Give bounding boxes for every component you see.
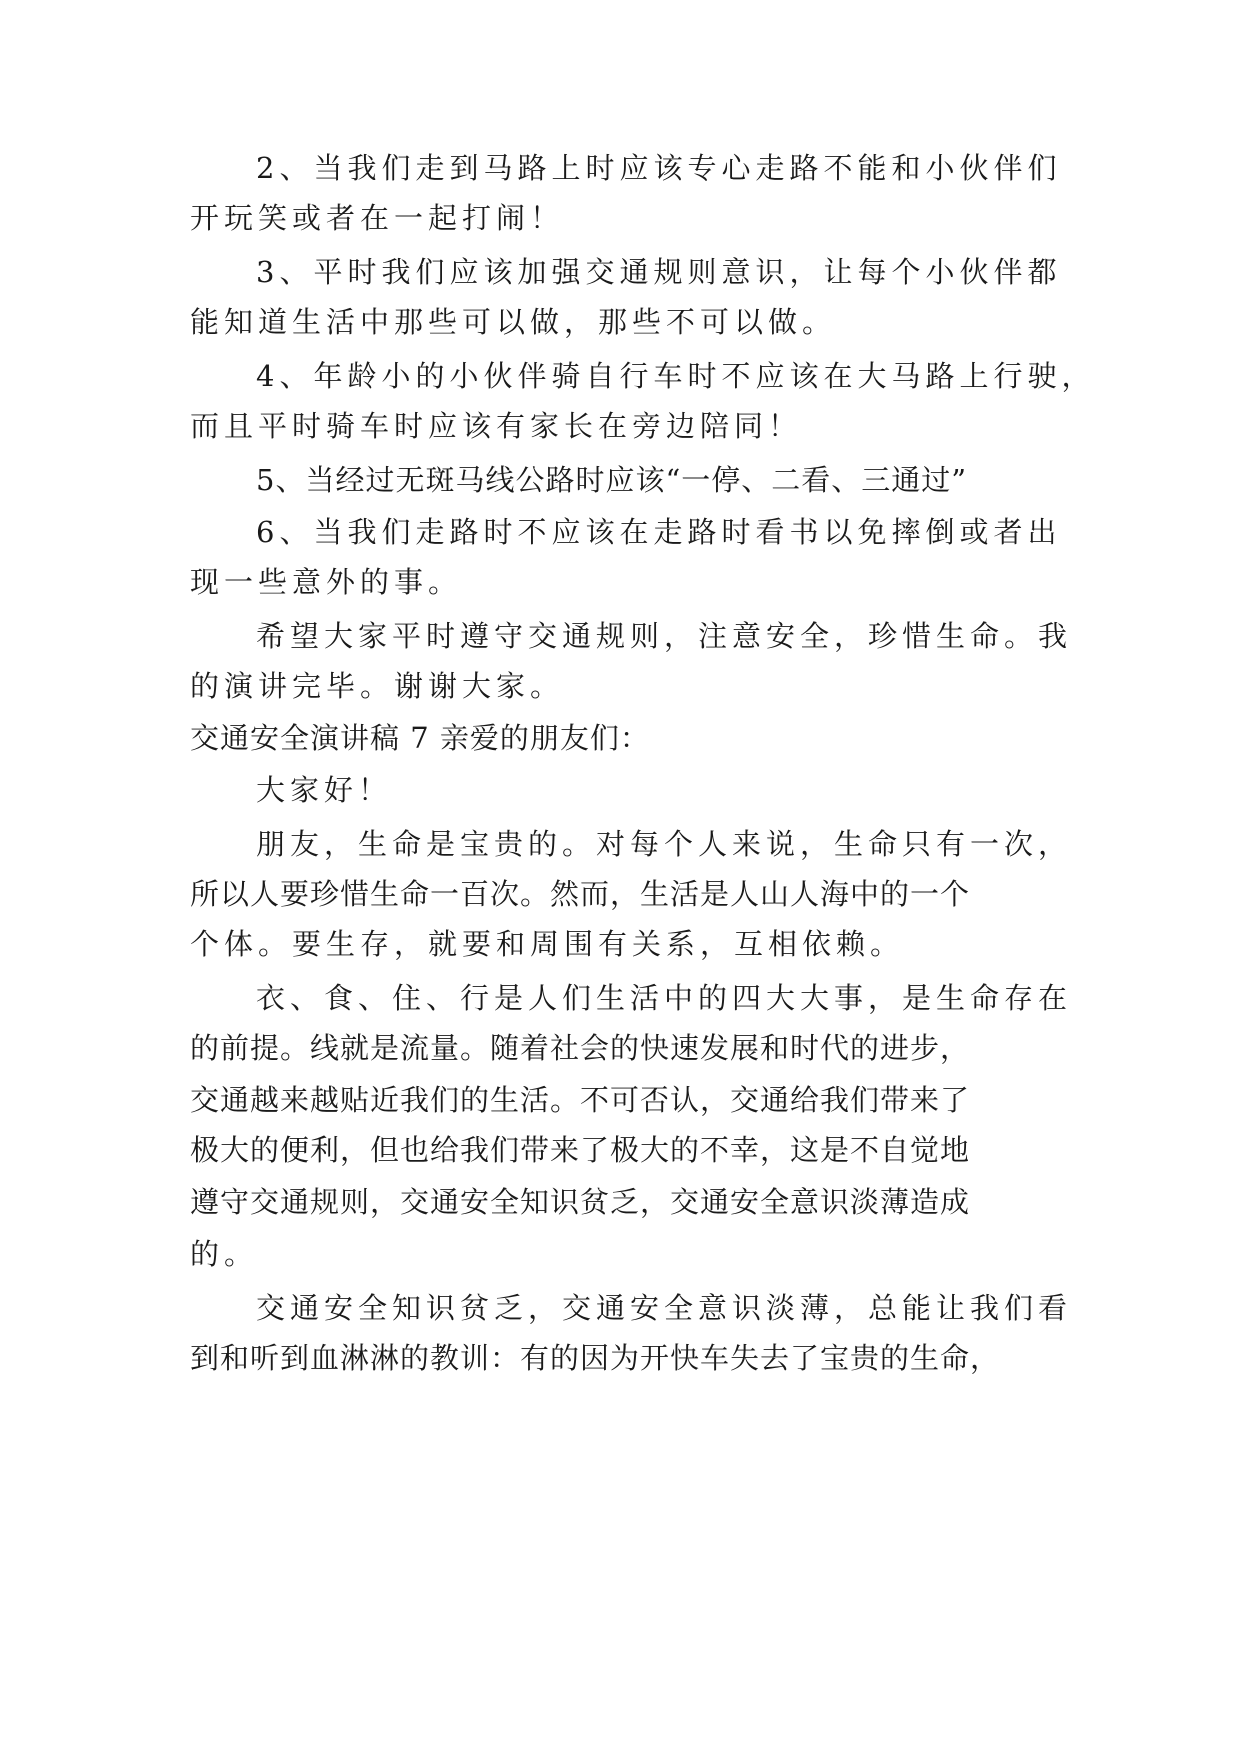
- paragraph-line: 朋友，生命是宝贵的。对每个人来说，生命只有一次，: [256, 827, 1073, 861]
- paragraph-line: 个体。要生存，就要和周围有关系，互相依赖。: [190, 927, 905, 961]
- paragraph-line: 遵守交通规则，交通安全知识贫乏，交通安全意识淡薄造成: [190, 1185, 971, 1219]
- paragraph-line: 所以人要珍惜生命一百次。然而，生活是人山人海中的一个: [190, 877, 971, 911]
- paragraph-line: 6、当我们走路时不应该在走路时看书以免摔倒或者出: [256, 515, 1062, 549]
- paragraph-line: 现一些意外的事。: [190, 565, 463, 599]
- paragraph-line: 4、年龄小的小伙伴骑自行车时不应该在大马路上行驶，: [256, 359, 1096, 393]
- paragraph-line: 希望大家平时遵守交通规则，注意安全，珍惜生命。我: [256, 619, 1073, 653]
- paragraph-line: 5、当经过无斑马线公路时应该“一停、二看、三通过”: [256, 463, 968, 497]
- greeting-line: 大家好！: [256, 773, 393, 807]
- paragraph-line: 能知道生活中那些可以做，那些不可以做。: [190, 305, 837, 339]
- paragraph-line: 3、平时我们应该加强交通规则意识，让每个小伙伴都: [256, 255, 1062, 289]
- paragraph-line: 而且平时骑车时应该有家长在旁边陪同！: [190, 409, 803, 443]
- paragraph-line: 的。: [190, 1237, 259, 1271]
- paragraph-line: 开玩笑或者在一起打闹！: [190, 201, 565, 235]
- paragraph-line: 到和听到血淋淋的教训：有的因为开快车失去了宝贵的生命，: [190, 1341, 1001, 1375]
- paragraph-line: 的演讲完毕。谢谢大家。: [190, 669, 565, 703]
- paragraph-line: 衣、食、住、行是人们生活中的四大大事，是生命存在: [256, 981, 1073, 1015]
- paragraph-line: 交通越来越贴近我们的生活。不可否认，交通给我们带来了: [190, 1083, 971, 1117]
- paragraph-line: 极大的便利，但也给我们带来了极大的不幸，这是不自觉地: [190, 1133, 971, 1167]
- paragraph-line: 的前提。线就是流量。随着社会的快速发展和时代的进步，: [190, 1031, 971, 1065]
- paragraph-line: 交通安全知识贫乏，交通安全意识淡薄，总能让我们看: [256, 1291, 1073, 1325]
- section-heading: 交通安全演讲稿 7 亲爱的朋友们：: [190, 721, 650, 755]
- paragraph-line: 2、当我们走到马路上时应该专心走路不能和小伙伴们: [256, 151, 1062, 185]
